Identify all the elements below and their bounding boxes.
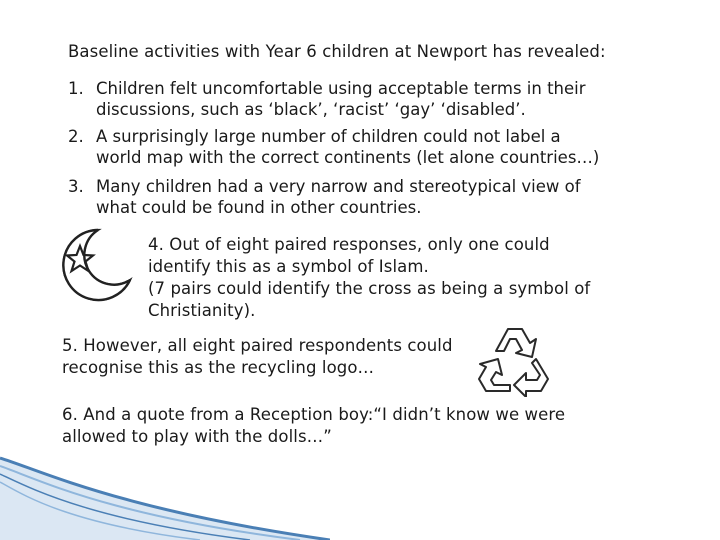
point4-line: Christianity). — [148, 301, 256, 320]
point5-line: recognise this as the recycling logo… — [62, 358, 375, 377]
recycling-icon — [474, 317, 556, 397]
list-item-line: discussions, such as ‘black’, ‘racist’ ‘gay’ ‘disabled’. — [96, 100, 526, 119]
list-item-line: Children felt uncomfortable using acceptable terms in their — [96, 79, 586, 98]
list-item-line: world map with the correct continents (let alone countries…) — [96, 148, 600, 167]
list-item-line: what could be found in other countries. — [96, 198, 422, 217]
point4-line: identify this as a symbol of Islam. — [148, 257, 429, 276]
point5-line: 5. However, all eight paired respondents could — [62, 336, 453, 355]
star-and-crescent-icon — [58, 226, 136, 304]
list-item-line: A surprisingly large number of children could not label a — [96, 127, 561, 146]
list-item-number: 3. — [68, 177, 84, 196]
point6-line: allowed to play with the dolls…” — [62, 427, 332, 446]
point4-line: 4. Out of eight paired responses, only one could — [148, 235, 550, 254]
intro-text: Baseline activities with Year 6 children at Newport has revealed: — [68, 42, 606, 61]
point4-line: (7 pairs could identify the cross as being a symbol of — [148, 279, 591, 298]
list-item-line: Many children had a very narrow and stereotypical view of — [96, 177, 581, 196]
list-item-number: 1. — [68, 79, 84, 98]
decorative-swoosh — [0, 440, 330, 540]
list-item-number: 2. — [68, 127, 84, 146]
point6-line: 6. And a quote from a Reception boy:“I didn’t know we were — [62, 405, 566, 424]
